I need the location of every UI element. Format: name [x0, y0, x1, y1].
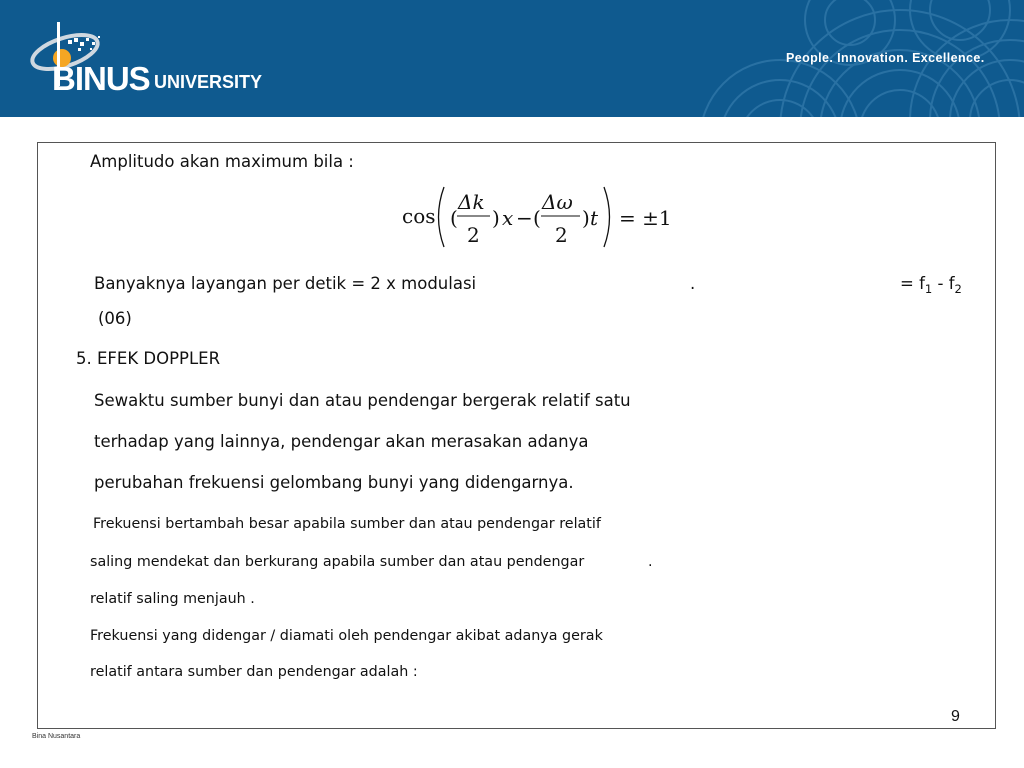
paragraph-line: relatif saling menjauh . [90, 591, 255, 607]
paragraph-line: Frekuensi yang didengar / diamati oleh pendengar akibat adanya gerak [90, 628, 603, 644]
logo-word: BINUS [52, 60, 150, 97]
paragraph-dot: . [648, 554, 653, 570]
left-big-paren [439, 187, 445, 247]
max-amplitude-formula [400, 183, 680, 251]
formula-t: t [590, 206, 599, 230]
beat-frequency-text: Banyaknya layangan per detik = 2 x modulasi [94, 274, 477, 293]
paragraph-line: relatif antara sumber dan pendengar adalah : [90, 664, 418, 680]
svg-text:): ) [492, 206, 500, 230]
formula-two-2: 2 [555, 223, 568, 247]
logo-university: UNIVERSITY [154, 72, 263, 92]
beat-equation: = $f_1 - f_2$ [900, 274, 962, 297]
paragraph-line: terhadap yang lainnya, pendengar akan merasakan adanya [94, 432, 589, 451]
paragraph-line: perubahan frekuensi gelombang bunyi yang didengarnya. [94, 473, 574, 492]
formula-two-1: 2 [467, 223, 480, 247]
formula-delta-omega: Δω [542, 190, 573, 214]
formula-cos: cos [402, 204, 436, 228]
svg-text:(: ( [450, 206, 458, 230]
footer-text: Bina Nusantara [32, 733, 81, 740]
tagline: People. Innovation. Excellence. [786, 51, 985, 65]
section-title: 5. EFEK DOPPLER [76, 349, 221, 368]
header-band [0, 0, 1024, 117]
formula-delta-k: Δk [458, 190, 485, 214]
equation-ref: (06) [98, 309, 132, 328]
formula-minus: − [516, 206, 533, 230]
svg-text:): ) [582, 206, 590, 230]
formula-x: x [502, 206, 514, 230]
paragraph-line: Frekuensi bertambah besar apabila sumber dan atau pendengar relatif [93, 516, 601, 532]
beat-dot: . [690, 274, 696, 293]
amplitude-text: Amplitudo akan maximum bila : [90, 152, 354, 171]
formula-equals: = ±1 [619, 206, 672, 230]
svg-text:(: ( [533, 206, 541, 230]
right-big-paren [604, 187, 610, 247]
paragraph-line: saling mendekat dan berkurang apabila sumber dan atau pendengar [90, 554, 585, 570]
page-number: 9 [951, 708, 960, 725]
paragraph-line: Sewaktu sumber bunyi dan atau pendengar bergerak relatif satu [94, 391, 631, 410]
